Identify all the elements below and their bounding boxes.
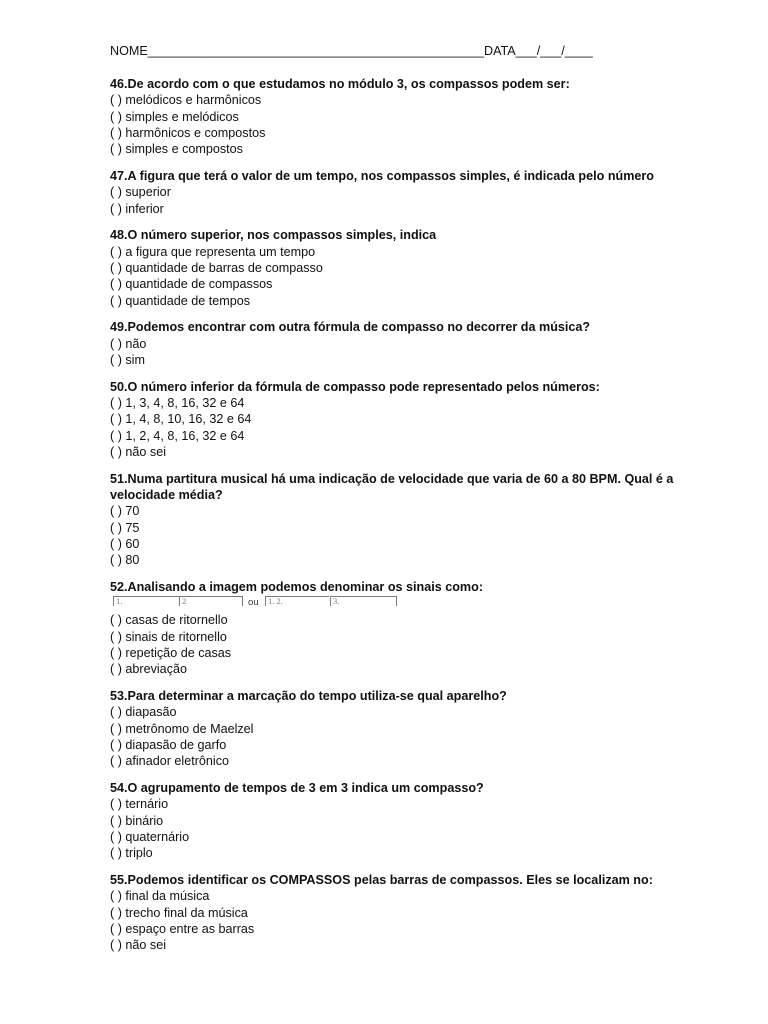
answer-option: ( ) a figura que representa um tempo bbox=[110, 244, 316, 259]
question-title: 51.Numa partitura musical há uma indicação de velocidade que varia de 60 a 80 BPM. Qual é a velocidade média? bbox=[110, 471, 674, 503]
answer-option: ( ) binário bbox=[110, 813, 164, 828]
answer-option: ( ) quaternário bbox=[110, 829, 190, 844]
question-title: 55.Podemos identificar os COMPASSOS pelas barras de compassos. Eles se localizam no: bbox=[110, 872, 653, 887]
answer-option: ( ) inferior bbox=[110, 201, 164, 216]
answer-option: ( ) ternário bbox=[110, 797, 169, 812]
answer-option: ( ) diapasão bbox=[110, 705, 177, 720]
first-ending-bracket: 1. bbox=[113, 596, 180, 606]
answer-option: ( ) triplo bbox=[110, 846, 153, 861]
answer-option: ( ) afinador eletrônico bbox=[110, 754, 230, 769]
answer-option: ( ) quantidade de compassos bbox=[110, 277, 273, 292]
answer-option: ( ) diapasão de garfo bbox=[110, 737, 227, 752]
answer-option: ( ) trecho final da música bbox=[110, 905, 248, 920]
question-50 bbox=[110, 379, 710, 460]
question-title: 46.De acordo com o que estudamos no módulo 3, os compassos podem ser: bbox=[110, 77, 570, 91]
question-title: 50.O número inferior da fórmula de compasso pode representado pelos números: bbox=[110, 379, 600, 394]
question-title: 47.A figura que terá o valor de um tempo, nos compassos simples, é indicada pelo número bbox=[110, 168, 655, 183]
answer-option: ( ) não bbox=[110, 336, 147, 351]
answer-option: ( ) simples e melódicos bbox=[110, 109, 239, 124]
answer-option: ( ) casas de ritornello bbox=[110, 613, 228, 628]
ending-brackets-image bbox=[110, 596, 710, 610]
answer-option: ( ) harmônicos e compostos bbox=[110, 125, 266, 140]
question-title: 52.Analisando a imagem podemos denominar os sinais como: bbox=[110, 580, 484, 595]
question-47 bbox=[110, 168, 710, 217]
answer-option: ( ) espaço entre as barras bbox=[110, 921, 255, 936]
answer-option: ( ) 80 bbox=[110, 553, 140, 568]
question-title: 49.Podemos encontrar com outra fórmula de compasso no decorrer da música? bbox=[110, 320, 591, 335]
answer-option: ( ) superior bbox=[110, 185, 171, 200]
answer-option: ( ) quantidade de tempos bbox=[110, 293, 251, 308]
answer-option: ( ) 1, 2, 4, 8, 16, 32 e 64 bbox=[110, 428, 245, 443]
question-48 bbox=[110, 227, 710, 308]
question-49 bbox=[110, 319, 710, 368]
answer-option: ( ) 75 bbox=[110, 520, 140, 535]
worksheet-page bbox=[110, 43, 710, 964]
third-ending-bracket: 3. bbox=[330, 596, 397, 606]
answer-option: ( ) simples e compostos bbox=[110, 142, 243, 157]
answer-option: ( ) repetição de casas bbox=[110, 645, 232, 660]
question-title: 48.O número superior, nos compassos simples, indica bbox=[110, 228, 437, 243]
question-title: 53.Para determinar a marcação do tempo utiliza-se qual aparelho? bbox=[110, 689, 507, 703]
question-52 bbox=[110, 579, 710, 677]
answer-option: ( ) quantidade de barras de compasso bbox=[110, 260, 323, 275]
question-53 bbox=[110, 688, 710, 769]
question-54 bbox=[110, 780, 710, 861]
second-ending-bracket: 2 bbox=[179, 596, 243, 606]
answer-option: ( ) metrônomo de Maelzel bbox=[110, 721, 254, 736]
question-title: 54.O agrupamento de tempos de 3 em 3 indica um compasso? bbox=[110, 780, 484, 795]
answer-option: ( ) 70 bbox=[110, 504, 140, 519]
answer-option: ( ) não sei bbox=[110, 444, 166, 459]
name-date-header: NOME________________________________________________DATA___/___/____ bbox=[110, 44, 593, 58]
answer-option: ( ) sinais de ritornello bbox=[110, 629, 227, 644]
answer-option: ( ) melódicos e harmônicos bbox=[110, 93, 262, 108]
answer-option: ( ) abreviação bbox=[110, 662, 187, 677]
answer-option: ( ) 1, 4, 8, 10, 16, 32 e 64 bbox=[110, 412, 252, 427]
answer-option: ( ) 60 bbox=[110, 536, 140, 551]
answer-option: ( ) 1, 3, 4, 8, 16, 32 e 64 bbox=[110, 396, 245, 411]
answer-option: ( ) sim bbox=[110, 352, 145, 367]
combined-ending-bracket: 1. 2. bbox=[265, 596, 329, 606]
answer-option: ( ) não sei bbox=[110, 938, 166, 953]
signs-separator: ou bbox=[248, 597, 259, 609]
answer-option: ( ) final da música bbox=[110, 889, 210, 904]
question-51 bbox=[110, 471, 710, 569]
question-55 bbox=[110, 872, 710, 953]
question-46 bbox=[110, 76, 710, 157]
